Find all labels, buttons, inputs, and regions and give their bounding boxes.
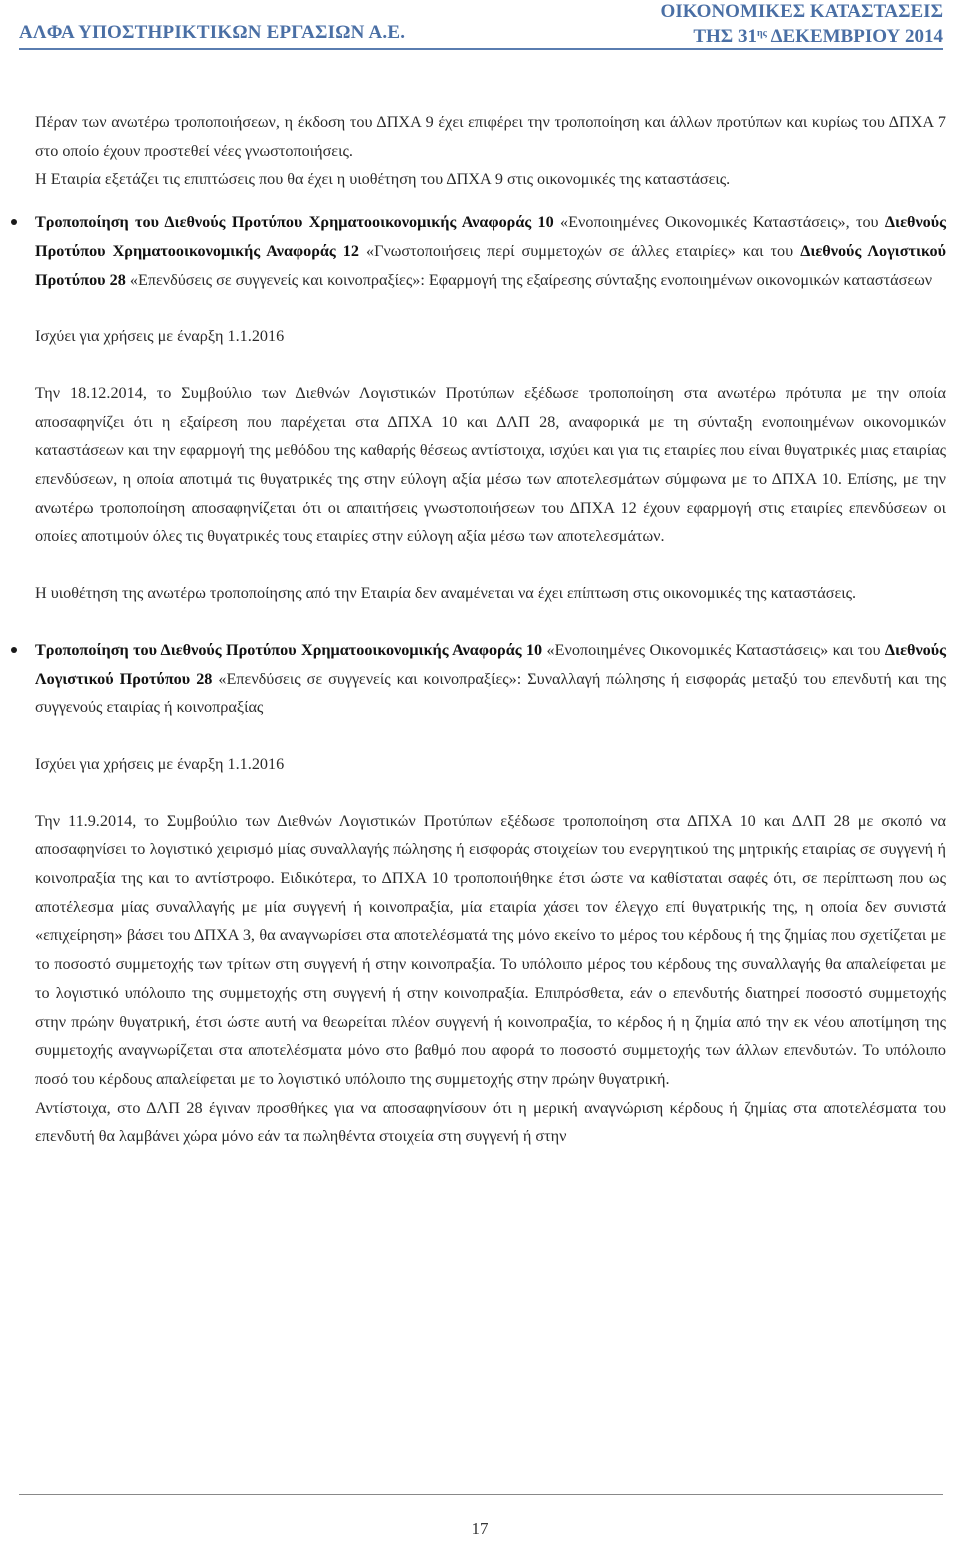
company-name: ΑΛΦΑ ΥΠΟΣΤΗΡΙΚΤΙΚΩΝ ΕΡΓΑΣΙΩΝ Α.Ε. (19, 22, 406, 43)
section2-text-2: «Επενδύσεις σε συγγενείς και κοινοπραξίες»: Συναλλαγή πώλησης ή εισφοράς μεταξύ του επενδυτή και της συγγενούς εταιρίας ή κοινοπραξίας (35, 669, 946, 717)
section1-bold-2: Διεθνούς Προτύπου Χρηματοοικονομικής Αναφοράς 12 (35, 213, 946, 260)
section1-paragraph-2: Η υιοθέτηση της ανωτέρω τροποποίησης από την Εταιρία δεν αναμένεται να έχει επίπτωση στις οικονομικές της καταστάσεις. (35, 584, 857, 603)
section1-bold-3: Διεθνούς Λογιστικού Προτύπου 28 (35, 241, 946, 289)
bullet-icon (11, 219, 17, 225)
section1-paragraph-1: Την 18.12.2014, το Συμβούλιο των Διεθνών Λογιστικών Προτύπων εξέδωσε τροποποίηση στα ανωτέρω πρότυπα με την οποία αποσαφηνίζει ότι η εξαίρεση που παρέχεται στα ΔΠΧΑ 10 και ΔΛΠ 28, αναφορικά με τη σύνταξη ενοποιημένων οικονομικών καταστάσεων και την εφαρμογή της μεθόδου της καθαρής θέσεως αντίστοιχα, ισχύει και για τις εταιρίες που είναι θυγατρικές μιας εταιρίας επενδύσεων, η οποία αποτιμά τις θυγατρικές της στην εύλογη αξία μέσω των αποτελεσμάτων σύμφωνα με το ΔΠΧΑ 10. Επίσης, με την ανωτέρω τροποποίηση αποσαφηνίζεται ότι οι απαιτήσεις γνωστοποιήσεων του ΔΠΧΑ 12 έχουν εφαρμογή στις εταιρίες επενδύσεων οι οποίες αποτιμούν όλες τις θυγατρικές τους εταιρίες στην εύλογη αξία μέσω των αποτελεσμάτων. (35, 383, 946, 546)
section1-text-2: «Γνωστοποιήσεις περί συμμετοχών σε άλλες εταιρίες» και του (358, 241, 801, 260)
report-date-prefix: ΤΗΣ 31 (693, 26, 757, 47)
section1-effective-date: Ισχύει για χρήσεις με έναρξη 1.1.2016 (35, 327, 285, 346)
intro-paragraph-1: Πέραν των ανωτέρω τροποποιήσεων, η έκδοση του ΔΠΧΑ 9 έχει επιφέρει την τροποποίηση και άλλων προτύπων και κυρίως του ΔΠΧΑ 7 στο οποίο έχουν προστεθεί νέες γνωστοποιήσεις. (35, 113, 946, 160)
section1-heading (35, 208, 946, 294)
report-date-suffix: ΔΕΚΕΜΒΡΙΟΥ 2014 (766, 26, 943, 47)
report-title-line1: ΟΙΚΟΝΟΜΙΚΕΣ ΚΑΤΑΣΤΑΣΕΙΣ (660, 1, 943, 22)
section1-text-1: «Ενοποιημένες Οικονομικές Καταστάσεις», του (553, 213, 885, 232)
report-title-line2 (661, 23, 943, 48)
section2-effective-date: Ισχύει για χρήσεις με έναρξη 1.1.2016 (35, 754, 285, 773)
section2-text-1: «Ενοποιημένες Οικονομικές Καταστάσεις» και του (542, 640, 885, 659)
report-title (661, 1, 943, 48)
document-body (35, 108, 946, 1151)
ordinal-suffix: ης (756, 28, 767, 39)
section1-bold-1: Τροποποίηση του Διεθνούς Προτύπου Χρηματοοικονομικής Αναφοράς 10 (35, 213, 554, 232)
section2-heading (35, 636, 946, 722)
footer-divider (19, 1494, 943, 1495)
bullet-icon (11, 647, 17, 653)
section2-bold-2: Διεθνούς Λογιστικού Προτύπου 28 (35, 640, 946, 688)
intro-paragraph-2: Η Εταιρία εξετάζει τις επιπτώσεις που θα έχει η υιοθέτηση του ΔΠΧΑ 9 στις οικονομικές της καταστάσεις. (35, 170, 731, 189)
section1-text-3: «Επενδύσεις σε συγγενείς και κοινοπραξίες»: Εφαρμογή της εξαίρεσης σύνταξης ενοποιημένων οικονομικών καταστάσεων (125, 270, 933, 289)
header-divider (19, 48, 943, 50)
page-header (0, 0, 960, 50)
section2-paragraph-1: Την 11.9.2014, το Συμβούλιο των Διεθνών Λογιστικών Προτύπων εξέδωσε τροποποίηση στα ΔΠΧΑ 10 και ΔΛΠ 28 με σκοπό να αποσαφηνίσει το λογιστικό χειρισμό μίας συναλλαγής πώλησης ή εισφοράς στοιχείων του ενεργητικού της μητρικής εταιρίας σε συγγενή ή κοινοπραξία της και το αντίστροφο. Ειδικότερα, το ΔΠΧΑ 10 τροποποιήθηκε έτσι ώστε να καθίσταται σαφές ότι, σε περίπτωση που ως αποτέλεσμα μίας συναλλαγής με μία συγγενή ή κοινοπραξία, μία εταιρία χάσει τον έλεγχο επί θυγατρικής της, η οποία δεν συνιστά «επιχείρηση» βάσει του ΔΠΧΑ 3, θα αναγνωρίσει στα αποτελέσματά της μόνο εκείνο το μέρος του κέρδους ή της ζημίας που σχετίζεται με το ποσοστό συμμετοχής των τρίτων στη συγγενή ή στην κοινοπραξία. Το υπόλοιπο μέρος του κέρδους της συναλλαγής θα απαλείφεται με το λογιστικό υπόλοιπο της συμμετοχής στη συγγενή ή στην κοινοπραξία. Επιπρόσθετα, εάν ο επενδυτής διατηρεί ποσοστό συμμετοχής στην πρώην θυγατρική, έτσι ώστε αυτή να θεωρείται πλέον συγγενή ή κοινοπραξία, το κέρδος ή η ζημία από την εκ νέου αποτίμηση της συμμετοχής αναγνωρίζεται στα αποτελέσματα μόνο στο βαθμό που αφορά το ποσοστό συμμετοχής των άλλων επενδυτών. Το υπόλοιπο ποσό του κέρδους απαλείφεται με το λογιστικό υπόλοιπο της συμμετοχής στην πρώην θυγατρική. (35, 811, 946, 1088)
section2-paragraph-2: Αντίστοιχα, στο ΔΛΠ 28 έγιναν προσθήκες για να αποσαφηνίσουν ότι η μερική αναγνώριση κέρδους ή ζημίας στα αποτελέσματα του επενδυτή θα λαμβάνει χώρα μόνο εάν τα πωληθέντα στοιχεία στη συγγενή ή στην (35, 1098, 946, 1146)
page-number: 17 (471, 1519, 489, 1538)
section2-bold-1: Τροποποίηση του Διεθνούς Προτύπου Χρηματοοικονομικής Αναφοράς 10 (35, 640, 543, 659)
